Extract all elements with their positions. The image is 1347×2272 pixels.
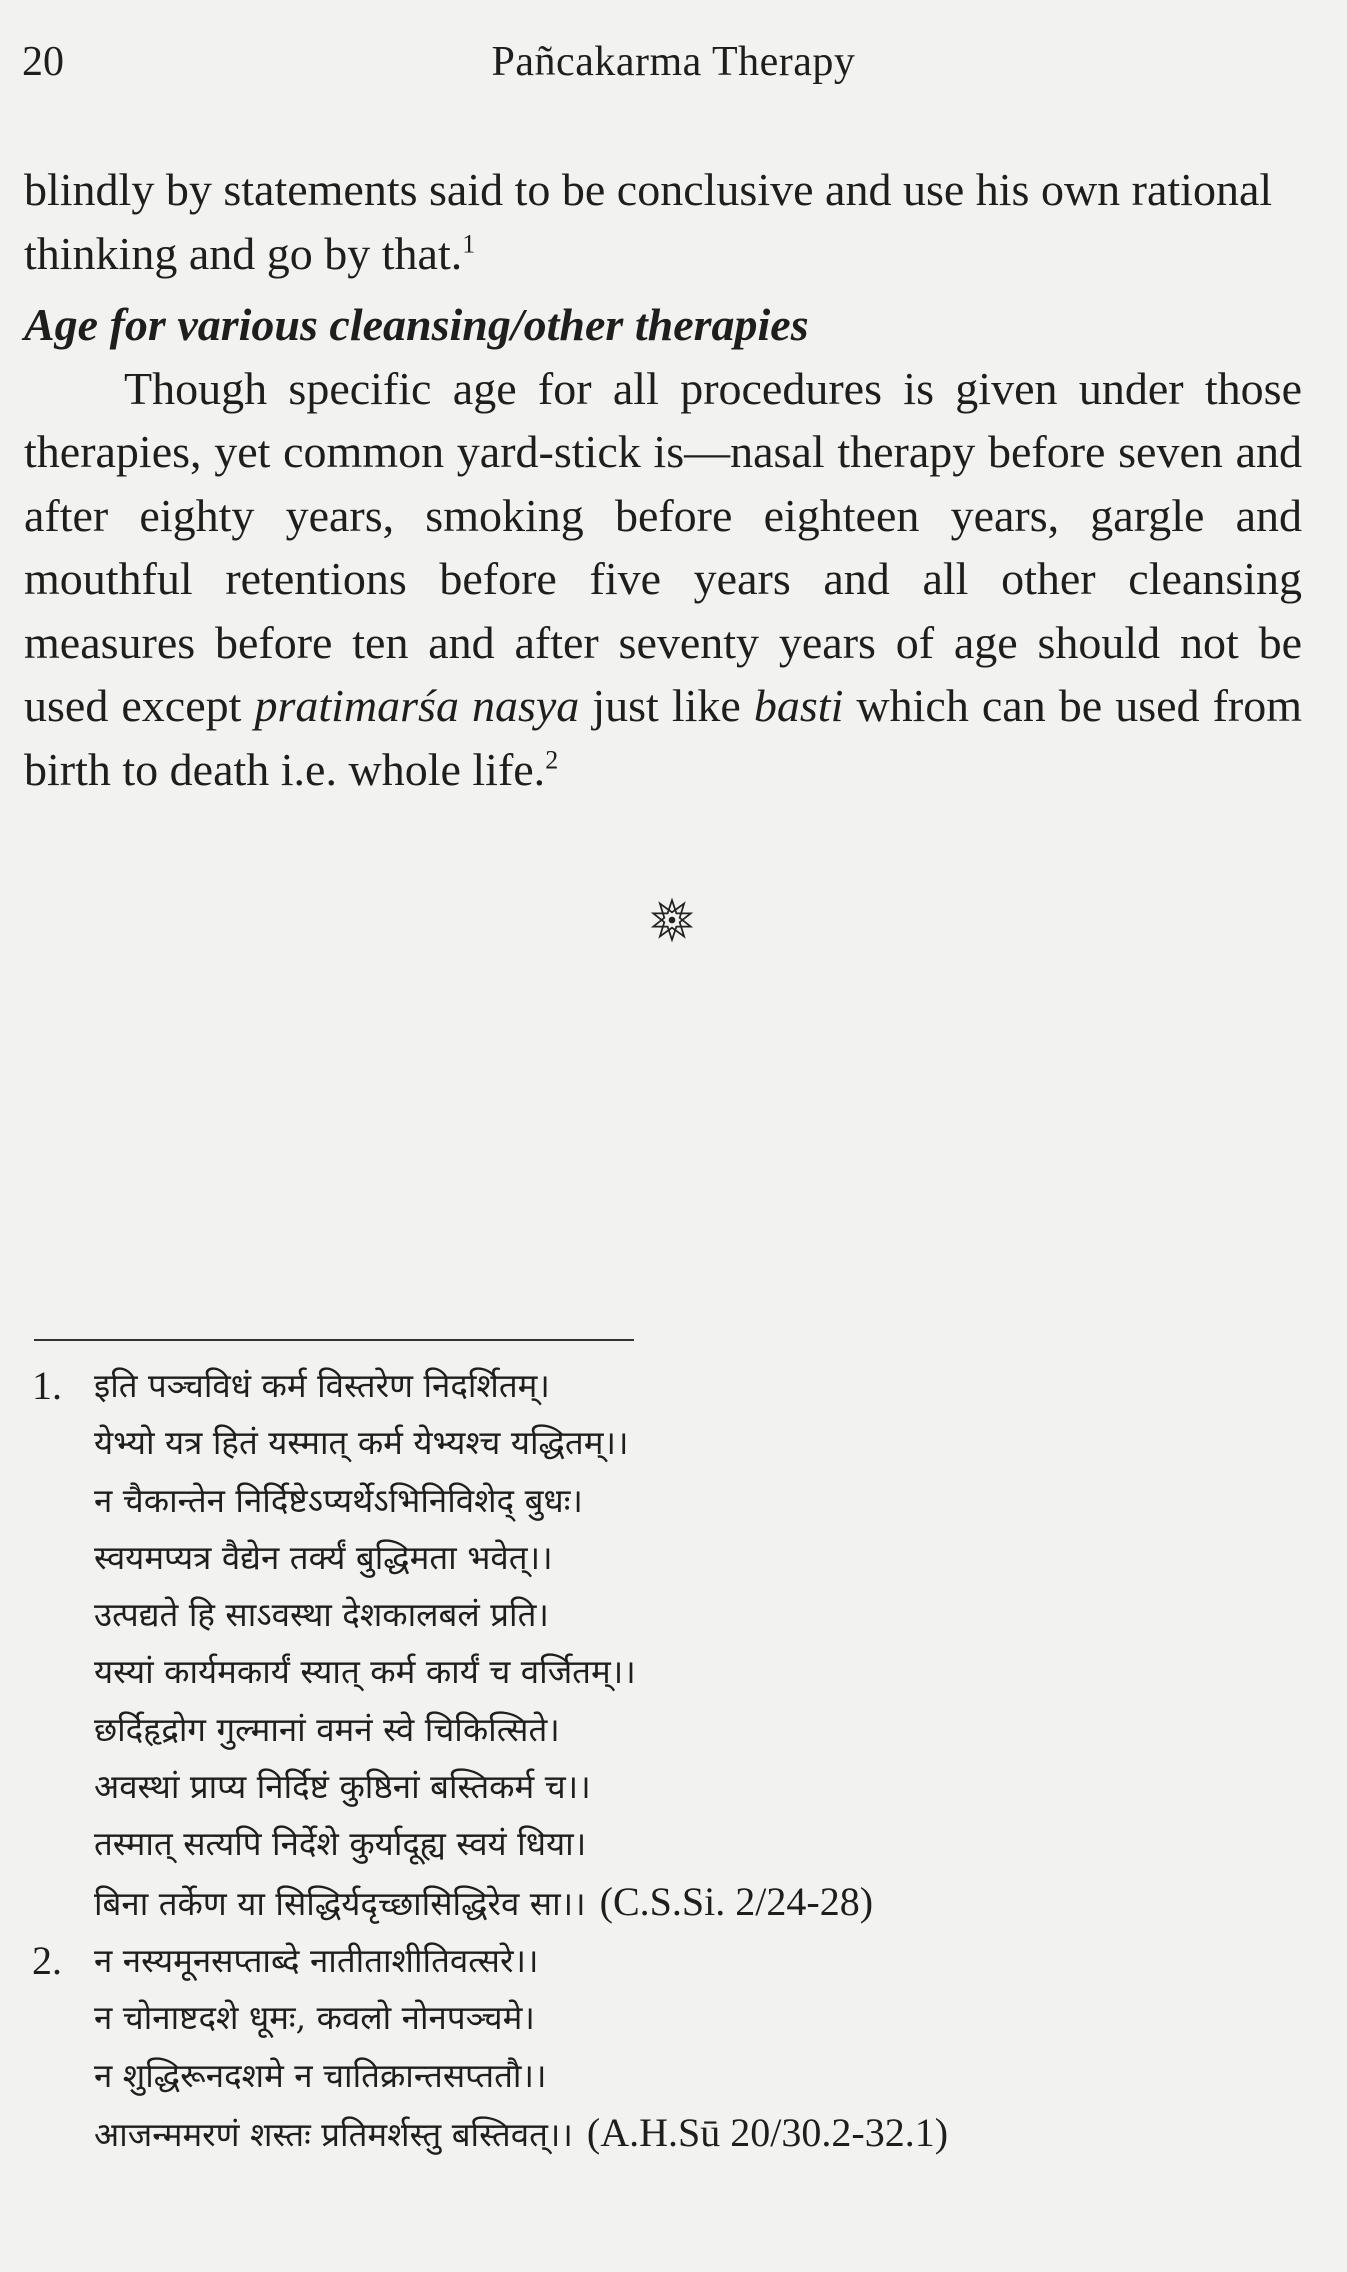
paragraph-1-text: blindly by statements said to be conclusive and use his own rational thinking and go by that. <box>24 164 1273 279</box>
footnote-1-line: अवस्थां प्राप्य निर्दिष्टं कुष्ठिनां बस्तिकर्म च।। <box>94 1767 591 1807</box>
footnote-ref-2: 2 <box>545 745 559 775</box>
footnotes <box>32 1357 1282 2163</box>
footnote-1-citation: (C.S.Si. 2/24-28) <box>599 1878 874 1924</box>
section-heading: Age for various cleansing/other therapies <box>24 299 809 350</box>
footnote-1-line: इति पञ्चविधं कर्म विस्तरेण निदर्शितम्। <box>94 1366 550 1405</box>
footnote-2-line: न शुद्धिरूनदशमे न चातिक्रान्तसप्ततौ।। <box>94 2055 547 2095</box>
footnote-1-line: स्वयमप्यत्र वैद्येन तर्क्यं बुद्धिमता भवेत्।। <box>94 1537 553 1577</box>
paragraph-2-text-c: which can be used from birth to death i.e. whole life. <box>24 680 1302 795</box>
footnote-1-line: न चैकान्तेन निर्दिष्टेऽप्यर्थेऽभिनिविशेद् बुधः। <box>94 1480 583 1520</box>
star-ornament-icon <box>650 898 694 942</box>
footnote-2 <box>32 1932 1282 2163</box>
running-title: Pañcakarma Therapy <box>491 39 856 85</box>
footnote-2-line: न नस्यमूनसप्ताब्दे नातीताशीतिवत्सरे।। <box>94 1940 539 1980</box>
footnote-1-line: येभ्यो यत्र हितं यस्मात् कर्म येभ्यश्च यद्धितम्।। <box>94 1423 629 1463</box>
paragraph-2-text-b: just like <box>579 680 754 731</box>
term-basti: basti <box>753 680 844 731</box>
footnote-1-line-last <box>94 1873 1282 1932</box>
footnote-1-line: तस्मात् सत्यपि निर्देशे कुर्यादूह्य स्वयं धिया। <box>94 1824 587 1864</box>
footnote-2-line: न चोनाष्टदशे धूमः, कवलो नोनपञ्चमे। <box>94 1998 535 2038</box>
footnote-1 <box>32 1357 1282 1932</box>
footnote-1-number: 1. <box>32 1363 62 1408</box>
footnote-1-line: यस्यां कार्यमकार्यं स्यात् कर्म कार्यं च वर्जितम्।। <box>94 1652 636 1692</box>
footnote-1-line: छर्दिहृद्रोग गुल्मानां वमनं स्वे चिकित्सिते। <box>94 1709 560 1749</box>
paragraph-2-text-a: Though specific age for all procedures is given under those therapies, yet common yard-stick is—nasal therapy before seven and after eighty years, smoking before eighteen years, gargle and mouthful retentions before five years and all other cleansing measures before ten and after seventy years of age should not be used except <box>24 362 1302 731</box>
footnote-2-line-text: आजन्ममरणं शस्तः प्रतिमर्शस्तु बस्तिवत्।। <box>94 2114 573 2154</box>
footnote-2-line-last <box>94 2104 1282 2163</box>
footnote-2-citation: (A.H.Sū 20/30.2-32.1) <box>586 2109 949 2155</box>
footnote-2-number: 2. <box>32 1937 62 1983</box>
body-text <box>24 158 1302 801</box>
page-header <box>0 38 1347 98</box>
footnote-rule <box>34 1339 634 1341</box>
footnote-1-line: उत्पद्यते हि साऽवस्था देशकालबलं प्रति। <box>94 1595 549 1635</box>
paragraph-2 <box>24 357 1302 802</box>
term-pratimarsa-nasya: pratimarśa nasya <box>254 680 580 731</box>
footnote-ref-1: 1 <box>462 229 476 259</box>
paragraph-1 <box>24 158 1302 285</box>
page-number: 20 <box>22 39 64 85</box>
footnote-1-line-text: बिना तर्केण या सिद्धिर्यदृच्छासिद्धिरेव सा।। <box>94 1883 586 1923</box>
